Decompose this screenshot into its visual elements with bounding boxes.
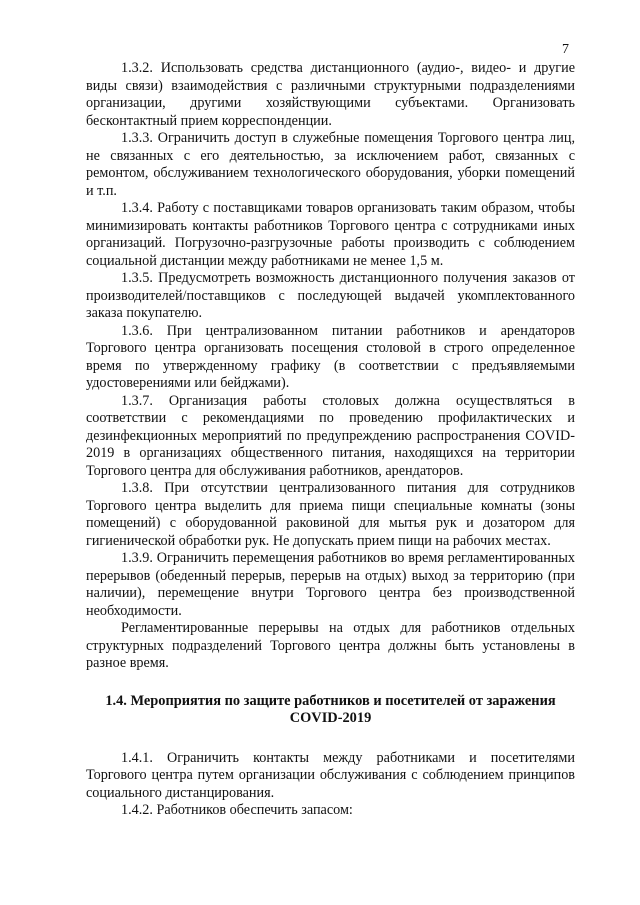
section-heading-line-2: COVID-2019	[289, 710, 372, 726]
paragraph-1-4-2: 1.4.2. Работников обеспечить запасом:	[121, 802, 353, 818]
paragraph-1-3-5: 1.3.5. Предусмотреть возможность дистанционного получения заказов от производителей/поставщиков с последующей выдачей укомплектованного заказа покупателю.	[86, 270, 575, 321]
section-heading-line-1: 1.4. Мероприятия по защите работников и посетителей от заражения	[105, 692, 556, 709]
paragraph-breaks-note: Регламентированные перерывы на отдых для работников отдельных структурных подразделений Торгового центра должны быть установлены в разное время.	[86, 620, 575, 671]
paragraph-1-3-3: 1.3.3. Ограничить доступ в служебные помещения Торгового центра лиц, не связанных с его деятельностью, за исключением работ, связанных с ремонтом, обслуживанием технологического оборудования, уборки помещений и т.п.	[86, 130, 575, 199]
paragraph-1-3-6: 1.3.6. При централизованном питании работников и арендаторов Торгового центра организовать посещения столовой в строго определенное время по утвержденному графику (в соответствии с предъявляемыми удостоверениями или бейджами).	[86, 322, 575, 391]
document-body	[86, 60, 575, 820]
section-heading	[86, 693, 575, 728]
paragraph-1-3-9: 1.3.9. Ограничить перемещения работников во время регламентированных перерывов (обеденный перерыв, перерыв на отдых) выход за территорию (при наличии), перемещение внутри Торгового центра без производственной необходимости.	[86, 550, 575, 619]
paragraph-1-3-4: 1.3.4. Работу с поставщиками товаров организовать таким образом, чтобы минимизировать контакты работников Торгового центра с сотрудниками иных организаций. Погрузочно-разгрузочные работы производить с соблюдением социальной дистанции между работниками не менее 1,5 м.	[86, 200, 575, 269]
paragraph-1-3-2: 1.3.2. Использовать средства дистанционного (аудио-, видео- и другие виды связи) взаимодействия с различными структурными подразделениями организации, другими хозяйствующими субъектами. Организовать бесконтактный прием корреспонденции.	[86, 60, 575, 129]
paragraph-1-4-1: 1.4.1. Ограничить контакты между работниками и посетителями Торгового центра путем организации обслуживания с соблюдением принципов социального дистанцирования.	[86, 749, 575, 801]
paragraph-1-3-7: 1.3.7. Организация работы столовых должна осуществляться в соответствии с рекомендациями по проведению профилактических и дезинфекционных мероприятий по предупреждению распространения COVID-2019 в организациях общественного питания, находящихся на территории Торгового центра для обслуживания работников, арендаторов.	[86, 392, 575, 479]
paragraph-1-3-8: 1.3.8. При отсутствии централизованного питания для сотрудников Торгового центра выделить для приема пищи специальные комнаты (зоны помещений) с оборудованной раковиной для мытья рук и дозатором для гигиенической обработки рук. Не допускать прием пищи на рабочих местах.	[86, 480, 575, 549]
page-number: 7	[562, 42, 569, 57]
